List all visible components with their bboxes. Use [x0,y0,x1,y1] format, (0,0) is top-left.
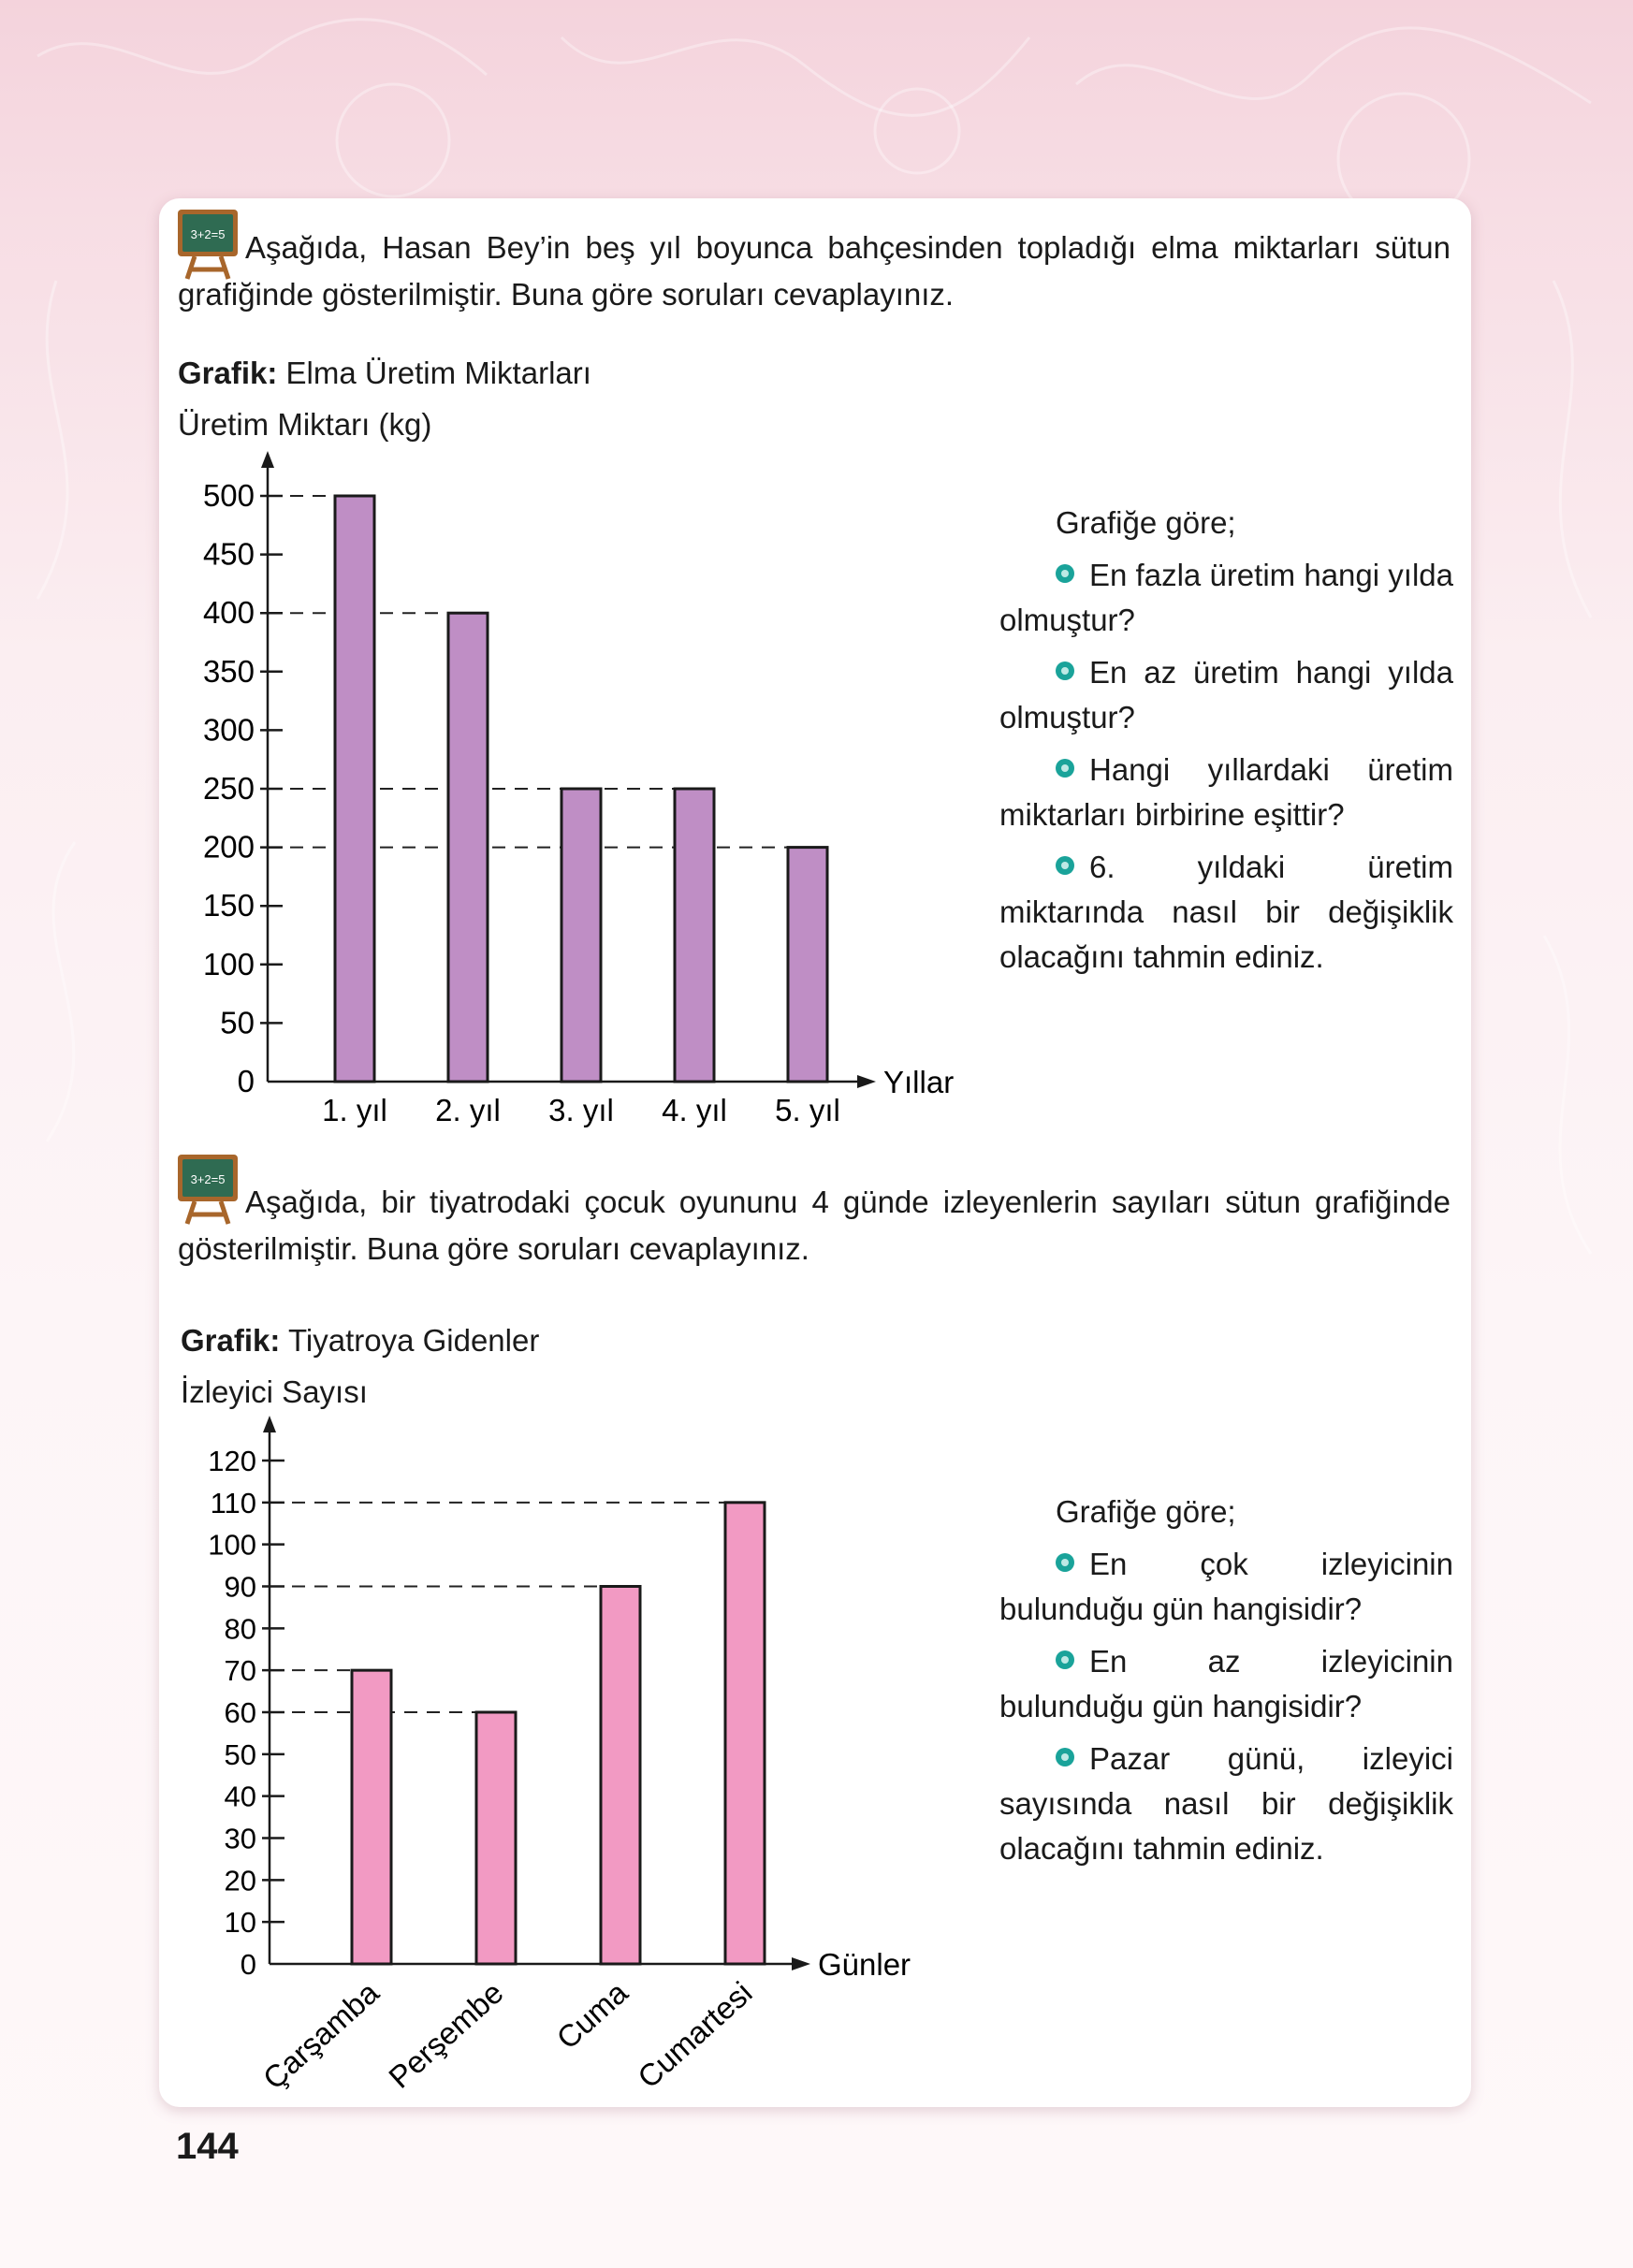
x-tick-label: 2. yıl [435,1093,501,1127]
y-tick-label: 20 [224,1864,256,1897]
bar-chart-theatre-visitors [168,1403,983,2115]
x-tick-label: Perşembe [382,1974,510,2095]
y-tick-label: 100 [208,1528,256,1562]
page-number: 144 [176,2126,239,2167]
y-tick-label: 400 [202,595,255,631]
bar-chart-apple-production [168,440,983,1141]
bullet-icon [1056,759,1074,778]
bullet-icon [1056,1650,1074,1669]
bar [352,1670,391,1964]
bullet-icon [1056,564,1074,583]
x-tick-label: Cuma [549,1974,634,2057]
y-tick-label: 90 [224,1570,256,1604]
y-axis-arrow [261,451,274,468]
y-axis-arrow [263,1416,276,1432]
x-tick-label: Çarşamba [255,1974,386,2097]
bar [561,789,601,1082]
questions-list [999,1490,1453,1879]
x-axis-label: Günler [818,1947,911,1982]
y-tick-label: 30 [224,1822,256,1855]
x-axis-arrow [857,1075,876,1088]
y-tick-label: 50 [224,1737,256,1771]
x-axis-arrow [792,1957,810,1970]
y-tick-label: 100 [202,946,255,981]
questions-intro: Grafiğe göre; [1056,505,1236,540]
bar [601,1587,640,1965]
y-tick-label: 60 [224,1696,256,1729]
chart-title-text: Elma Üretim Miktarları [285,356,591,390]
chart-title-text: Tiyatroya Gidenler [287,1323,540,1358]
y-tick-label: 0 [240,1948,256,1981]
x-tick-label: 5. yıl [775,1093,840,1127]
question-item: En çok izleyicinin bulunduğu gün hangisidir? [999,1547,1453,1626]
bar [725,1503,765,1964]
bar [448,613,488,1082]
bullet-icon [1056,662,1074,680]
y-tick-label: 120 [208,1445,256,1477]
y-axis-label: İzleyici Sayısı [181,1374,368,1409]
chart-title [181,1323,539,1359]
svg-text:3+2=5: 3+2=5 [190,1172,226,1186]
y-tick-label: 250 [202,771,255,806]
chart-title-prefix: Grafik: [181,1323,281,1358]
bar [675,789,714,1082]
y-tick-label: 150 [202,888,255,923]
questions-list [999,501,1453,987]
y-tick-label: 0 [237,1064,255,1098]
questions-intro: Grafiğe göre; [1056,1494,1236,1529]
bullet-icon [1056,856,1074,875]
question-item: En az izleyicinin bulunduğu gün hangisidir? [999,1644,1453,1723]
question-item: Hangi yıllardaki üretim miktarları birbirine eşittir? [999,752,1453,832]
y-tick-label: 80 [224,1612,256,1646]
y-axis-label: Üretim Miktarı (kg) [178,407,432,442]
question-item: Pazar günü, izleyici sayısında nasıl bir değişiklik olacağını tahmin ediniz. [999,1741,1453,1866]
bullet-icon [1056,1553,1074,1572]
x-tick-label: 3. yıl [548,1093,614,1127]
y-tick-label: 500 [202,478,255,513]
x-tick-label: Cumartesi [631,1974,759,2095]
bar [788,848,827,1082]
question-item: En fazla üretim hangi yılda olmuştur? [999,558,1453,637]
y-tick-label: 350 [202,653,255,689]
y-tick-label: 110 [210,1486,256,1519]
y-tick-label: 450 [202,536,255,572]
question-item: En az üretim hangi yılda olmuştur? [999,655,1453,734]
y-tick-label: 300 [202,712,255,748]
bar [476,1712,516,1964]
y-tick-label: 40 [224,1780,256,1813]
x-axis-label: Yıllar [883,1065,955,1099]
intro-text: Aşağıda, bir tiyatrodaki çocuk oyununu 4 günde izleyenlerin sayıları sütun grafiğinde gösterilmiştir. Buna göre soruları cevaplayınız. [178,1185,1451,1266]
svg-text:3+2=5: 3+2=5 [190,227,226,241]
intro-text: Aşağıda, Hasan Bey’in beş yıl boyunca bahçesinden topladığı elma miktarları sütun grafiğinde gösterilmiştir. Buna göre soruları cevaplayınız. [178,230,1451,312]
chart-title [178,356,591,391]
bullet-icon [1056,1748,1074,1766]
bar [335,496,374,1082]
y-tick-label: 200 [202,829,255,865]
y-tick-label: 50 [220,1005,255,1040]
chart-title-prefix: Grafik: [178,356,278,390]
x-tick-label: 4. yıl [662,1093,727,1127]
x-tick-label: 1. yıl [322,1093,387,1127]
y-tick-label: 10 [224,1906,256,1940]
y-tick-label: 70 [224,1654,256,1688]
question-item: 6. yıldaki üretim miktarında nasıl bir değişiklik olacağını tahmin ediniz. [999,850,1453,974]
